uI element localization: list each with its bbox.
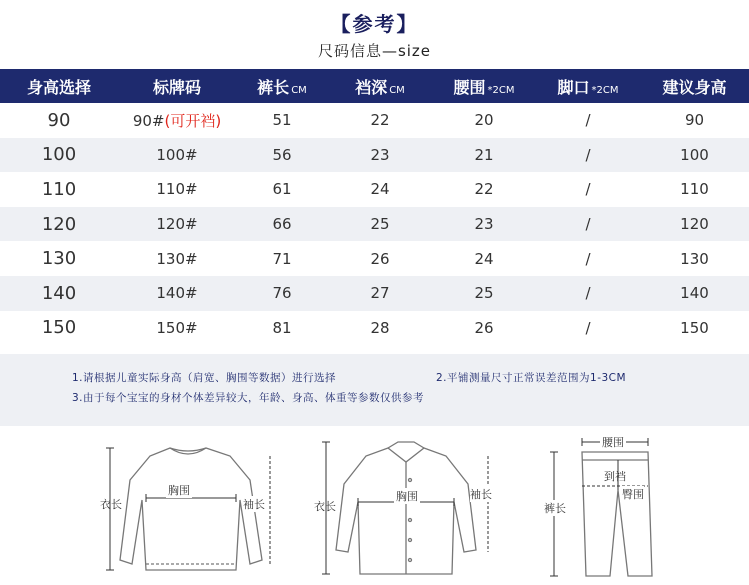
table-row: [0, 311, 749, 346]
cell-tag: 150#: [156, 318, 198, 337]
cell-crotch: 26: [370, 249, 390, 268]
cell-tag: 120#: [156, 215, 198, 234]
measurement-diagrams: [0, 430, 749, 582]
page-title: 【参考】: [330, 12, 419, 36]
cell-waist: 26: [474, 318, 494, 337]
cell-crotch: 28: [370, 318, 390, 337]
cell-waist: 24: [474, 249, 494, 268]
sweater-sleeve-label: 袖长: [243, 498, 265, 511]
cell-suggest: 100: [680, 145, 709, 164]
col-header-tag: 标牌码: [152, 77, 201, 97]
cell-suggest: 150: [680, 318, 709, 337]
table-row: [0, 138, 749, 173]
cell-height: 150: [41, 317, 77, 339]
cell-suggest: 120: [680, 215, 709, 234]
cell-cuff: /: [585, 318, 591, 337]
col-header-waist: 腰围 *2CM: [453, 77, 515, 97]
cell-height: 90: [47, 109, 71, 131]
table-row: [0, 172, 749, 207]
cell-length: 66: [272, 215, 292, 234]
page-subtitle: 尺码信息—size: [317, 42, 432, 60]
cell-suggest: 110: [680, 180, 709, 199]
cell-height: 140: [41, 282, 77, 304]
cell-height: 130: [41, 248, 77, 270]
cell-length: 76: [272, 284, 292, 303]
cell-cuff: /: [585, 284, 591, 303]
size-table: [0, 69, 749, 345]
cell-tag: 90#(可开裆): [132, 111, 222, 130]
cell-tag: 130#: [156, 249, 198, 268]
pants-length-label: 裤长: [544, 502, 566, 515]
cell-waist: 22: [474, 180, 494, 199]
table-row: [0, 241, 749, 276]
pants-hip-label: 臀围: [622, 488, 644, 501]
note-3: 3.由于每个宝宝的身材个体差异较大，年龄、身高、体重等参数仅供参考: [72, 392, 425, 404]
cell-height: 120: [41, 213, 77, 235]
pants-crotch-label: 到裆: [604, 470, 626, 483]
tag-note: (可开裆): [164, 111, 222, 130]
col-header-height: 身高选择: [26, 77, 91, 97]
table-row: [0, 103, 749, 138]
cell-crotch: 24: [370, 180, 390, 199]
cell-tag: 100#: [156, 145, 198, 164]
cell-cuff: /: [585, 180, 591, 199]
cell-crotch: 22: [370, 111, 390, 130]
cell-suggest: 90: [684, 111, 705, 130]
pants-waist-label: 腰围: [602, 436, 624, 449]
cell-height: 100: [41, 144, 77, 166]
shirt-sleeve-label: 袖长: [470, 488, 492, 501]
cell-waist: 20: [474, 111, 494, 130]
cell-suggest: 140: [680, 284, 709, 303]
table-row: [0, 207, 749, 242]
notes-panel: [0, 354, 749, 426]
cell-waist: 25: [474, 284, 494, 303]
cell-cuff: /: [585, 249, 591, 268]
cell-cuff: /: [585, 145, 591, 164]
cell-crotch: 23: [370, 145, 390, 164]
cell-length: 81: [272, 318, 292, 337]
col-header-crotch: 裆深 CM: [355, 77, 405, 97]
cell-tag: 140#: [156, 284, 198, 303]
col-header-cuff: 脚口 *2CM: [557, 77, 619, 97]
cell-waist: 23: [474, 215, 494, 234]
table-header: [0, 69, 749, 103]
cell-crotch: 25: [370, 215, 390, 234]
cell-length: 61: [272, 180, 292, 199]
cell-crotch: 27: [370, 284, 390, 303]
col-header-length: 裤长 CM: [257, 77, 307, 97]
cell-length: 51: [272, 111, 292, 130]
table-row: [0, 276, 749, 311]
sweater-diagram: [100, 440, 280, 585]
cell-height: 110: [41, 178, 77, 200]
table-body: [0, 103, 749, 345]
sweater-chest-label: 胸围: [168, 484, 190, 497]
shirt-diagram: [318, 440, 498, 585]
cell-waist: 21: [474, 145, 494, 164]
cell-length: 71: [272, 249, 292, 268]
cell-tag: 110#: [156, 180, 198, 199]
cell-cuff: /: [585, 215, 591, 234]
note-2: 2.平铺测量尺寸正常误差范围为1-3CM: [436, 372, 627, 384]
col-header-suggest: 建议身高: [662, 77, 727, 97]
note-1: 1.请根据儿童实际身高（肩宽、胸围等数据）进行选择: [72, 372, 337, 384]
shirt-length-label: 衣长: [314, 500, 336, 513]
shirt-chest-label: 胸围: [396, 490, 418, 503]
cell-length: 56: [272, 145, 292, 164]
sweater-length-label: 衣长: [100, 498, 122, 511]
cell-suggest: 130: [680, 249, 709, 268]
cell-cuff: /: [585, 111, 591, 130]
